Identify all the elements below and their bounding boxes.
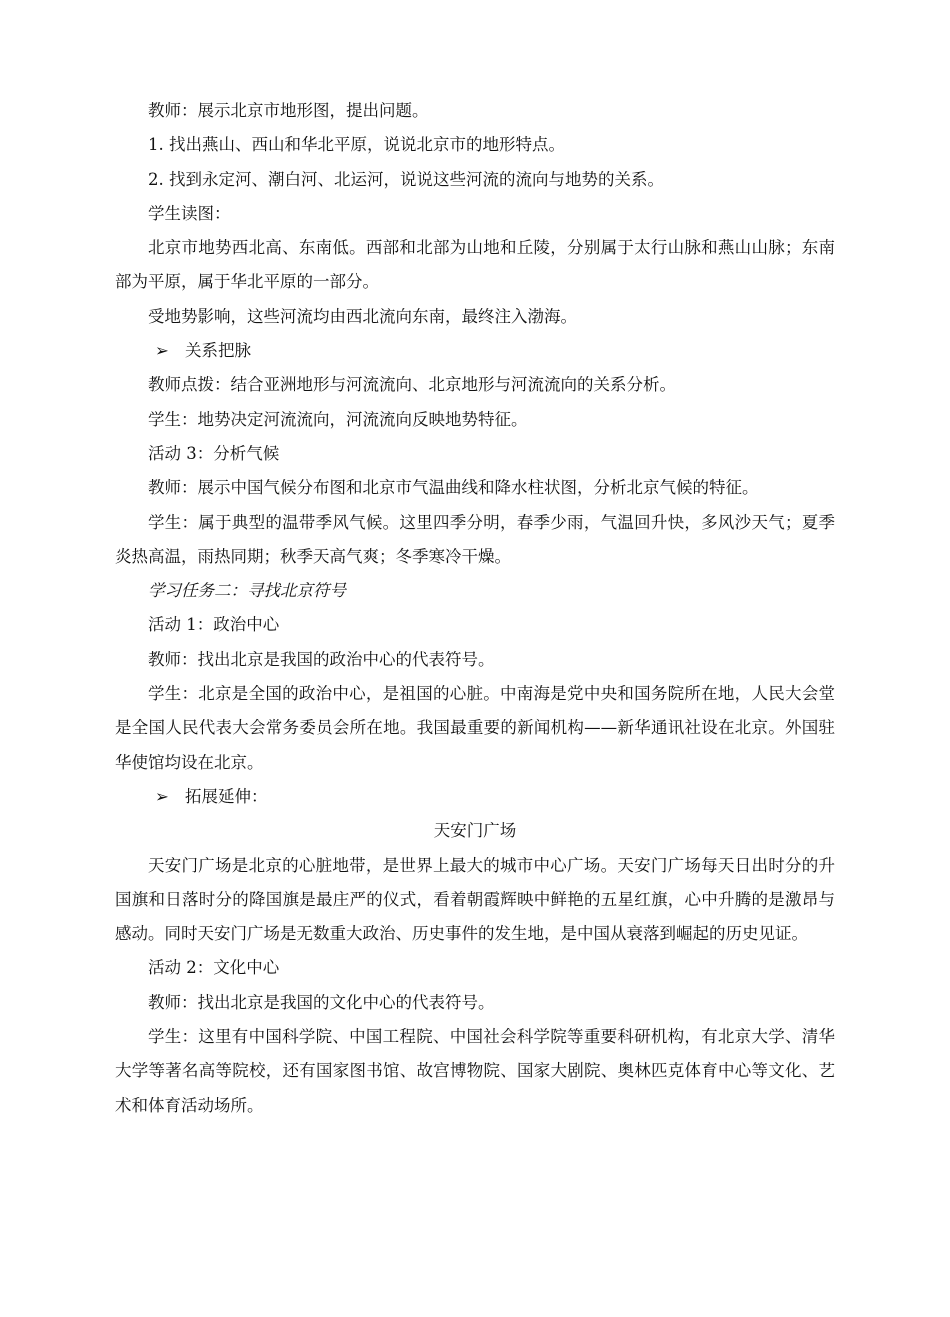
activity-1-heading: 活动 1：政治中心 — [148, 615, 280, 635]
question-1: 1. 找出燕山、西山和华北平原，说说北京市的地形特点。 — [148, 135, 565, 155]
activity-3-heading: 活动 3：分析气候 — [148, 443, 280, 463]
arrow-bullet-icon: ➢ — [155, 786, 169, 806]
bullet-relationship-label: 关系把脉 — [185, 341, 251, 361]
paragraph-teacher-political: 教师：找出北京是我国的政治中心的代表符号。 — [148, 649, 495, 669]
paragraph-student-political: 学生：北京是全国的政治中心，是祖国的心脏。中南海是党中央和国务院所在地，人民大会堂是全国人民代表大会常务委员会所在地。我国最重要的新闻机构——新华通讯社设在北京。外国驻华使馆均设在北京。 — [115, 684, 835, 772]
paragraph-student-conclusion: 学生：地势决定河流流向，河流流向反映地势特征。 — [148, 409, 528, 429]
paragraph-student-read-map: 学生读图： — [148, 203, 231, 223]
paragraph-river-answer: 受地势影响，这些河流均由西北流向东南，最终注入渤海。 — [148, 306, 577, 326]
paragraph-student-climate: 学生：属于典型的温带季风气候。这里四季分明，春季少雨，气温回升快，多风沙天气；夏季炎热高温，雨热同期；秋季天高气爽；冬季寒冷干燥。 — [115, 512, 835, 566]
paragraph-tiananmen: 天安门广场是北京的心脏地带，是世界上最大的城市中心广场。天安门广场每天日出时分的升国旗和日落时分的降国旗是最庄严的仪式，看着朝霞辉映中鲜艳的五星红旗，心中升腾的是激昂与感动。同时天安门广场是无数重大政治、历史事件的发生地，是中国从衰落到崛起的历史见证。 — [115, 855, 835, 944]
paragraph-terrain-answer: 北京市地势西北高、东南低。西部和北部为山地和丘陵，分别属于太行山脉和燕山山脉；东南部为平原，属于华北平原的一部分。 — [115, 238, 835, 292]
document-body — [115, 94, 835, 1123]
paragraph-student-cultural: 学生：这里有中国科学院、中国工程院、中国社会科学院等重要科研机构，有北京大学、清华大学等著名高等院校，还有国家图书馆、故宫博物院、国家大剧院、奥林匹克体育中心等文化、艺术和体育活动场所。 — [115, 1027, 835, 1115]
question-2: 2. 找到永定河、潮白河、北运河，说说这些河流的流向与地势的关系。 — [148, 169, 664, 189]
paragraph-teacher-guidance: 教师点拨：结合亚洲地形与河流流向、北京地形与河流流向的关系分析。 — [148, 375, 676, 395]
paragraph-teacher-climate: 教师：展示中国气候分布图和北京市气温曲线和降水柱状图，分析北京气候的特征。 — [148, 478, 759, 498]
bullet-extension — [115, 780, 835, 814]
section-title-tiananmen: 天安门广场 — [433, 821, 517, 841]
bullet-extension-label: 拓展延伸： — [185, 786, 268, 806]
paragraph-teacher-cultural: 教师：找出北京是我国的文化中心的代表符号。 — [148, 992, 495, 1012]
arrow-bullet-icon: ➢ — [155, 341, 169, 361]
bullet-relationship — [115, 334, 835, 368]
paragraph-teacher-show-map: 教师：展示北京市地形图，提出问题。 — [148, 101, 429, 120]
activity-2-heading: 活动 2：文化中心 — [148, 958, 280, 978]
task-2-heading: 学习任务二：寻找北京符号 — [148, 581, 346, 601]
